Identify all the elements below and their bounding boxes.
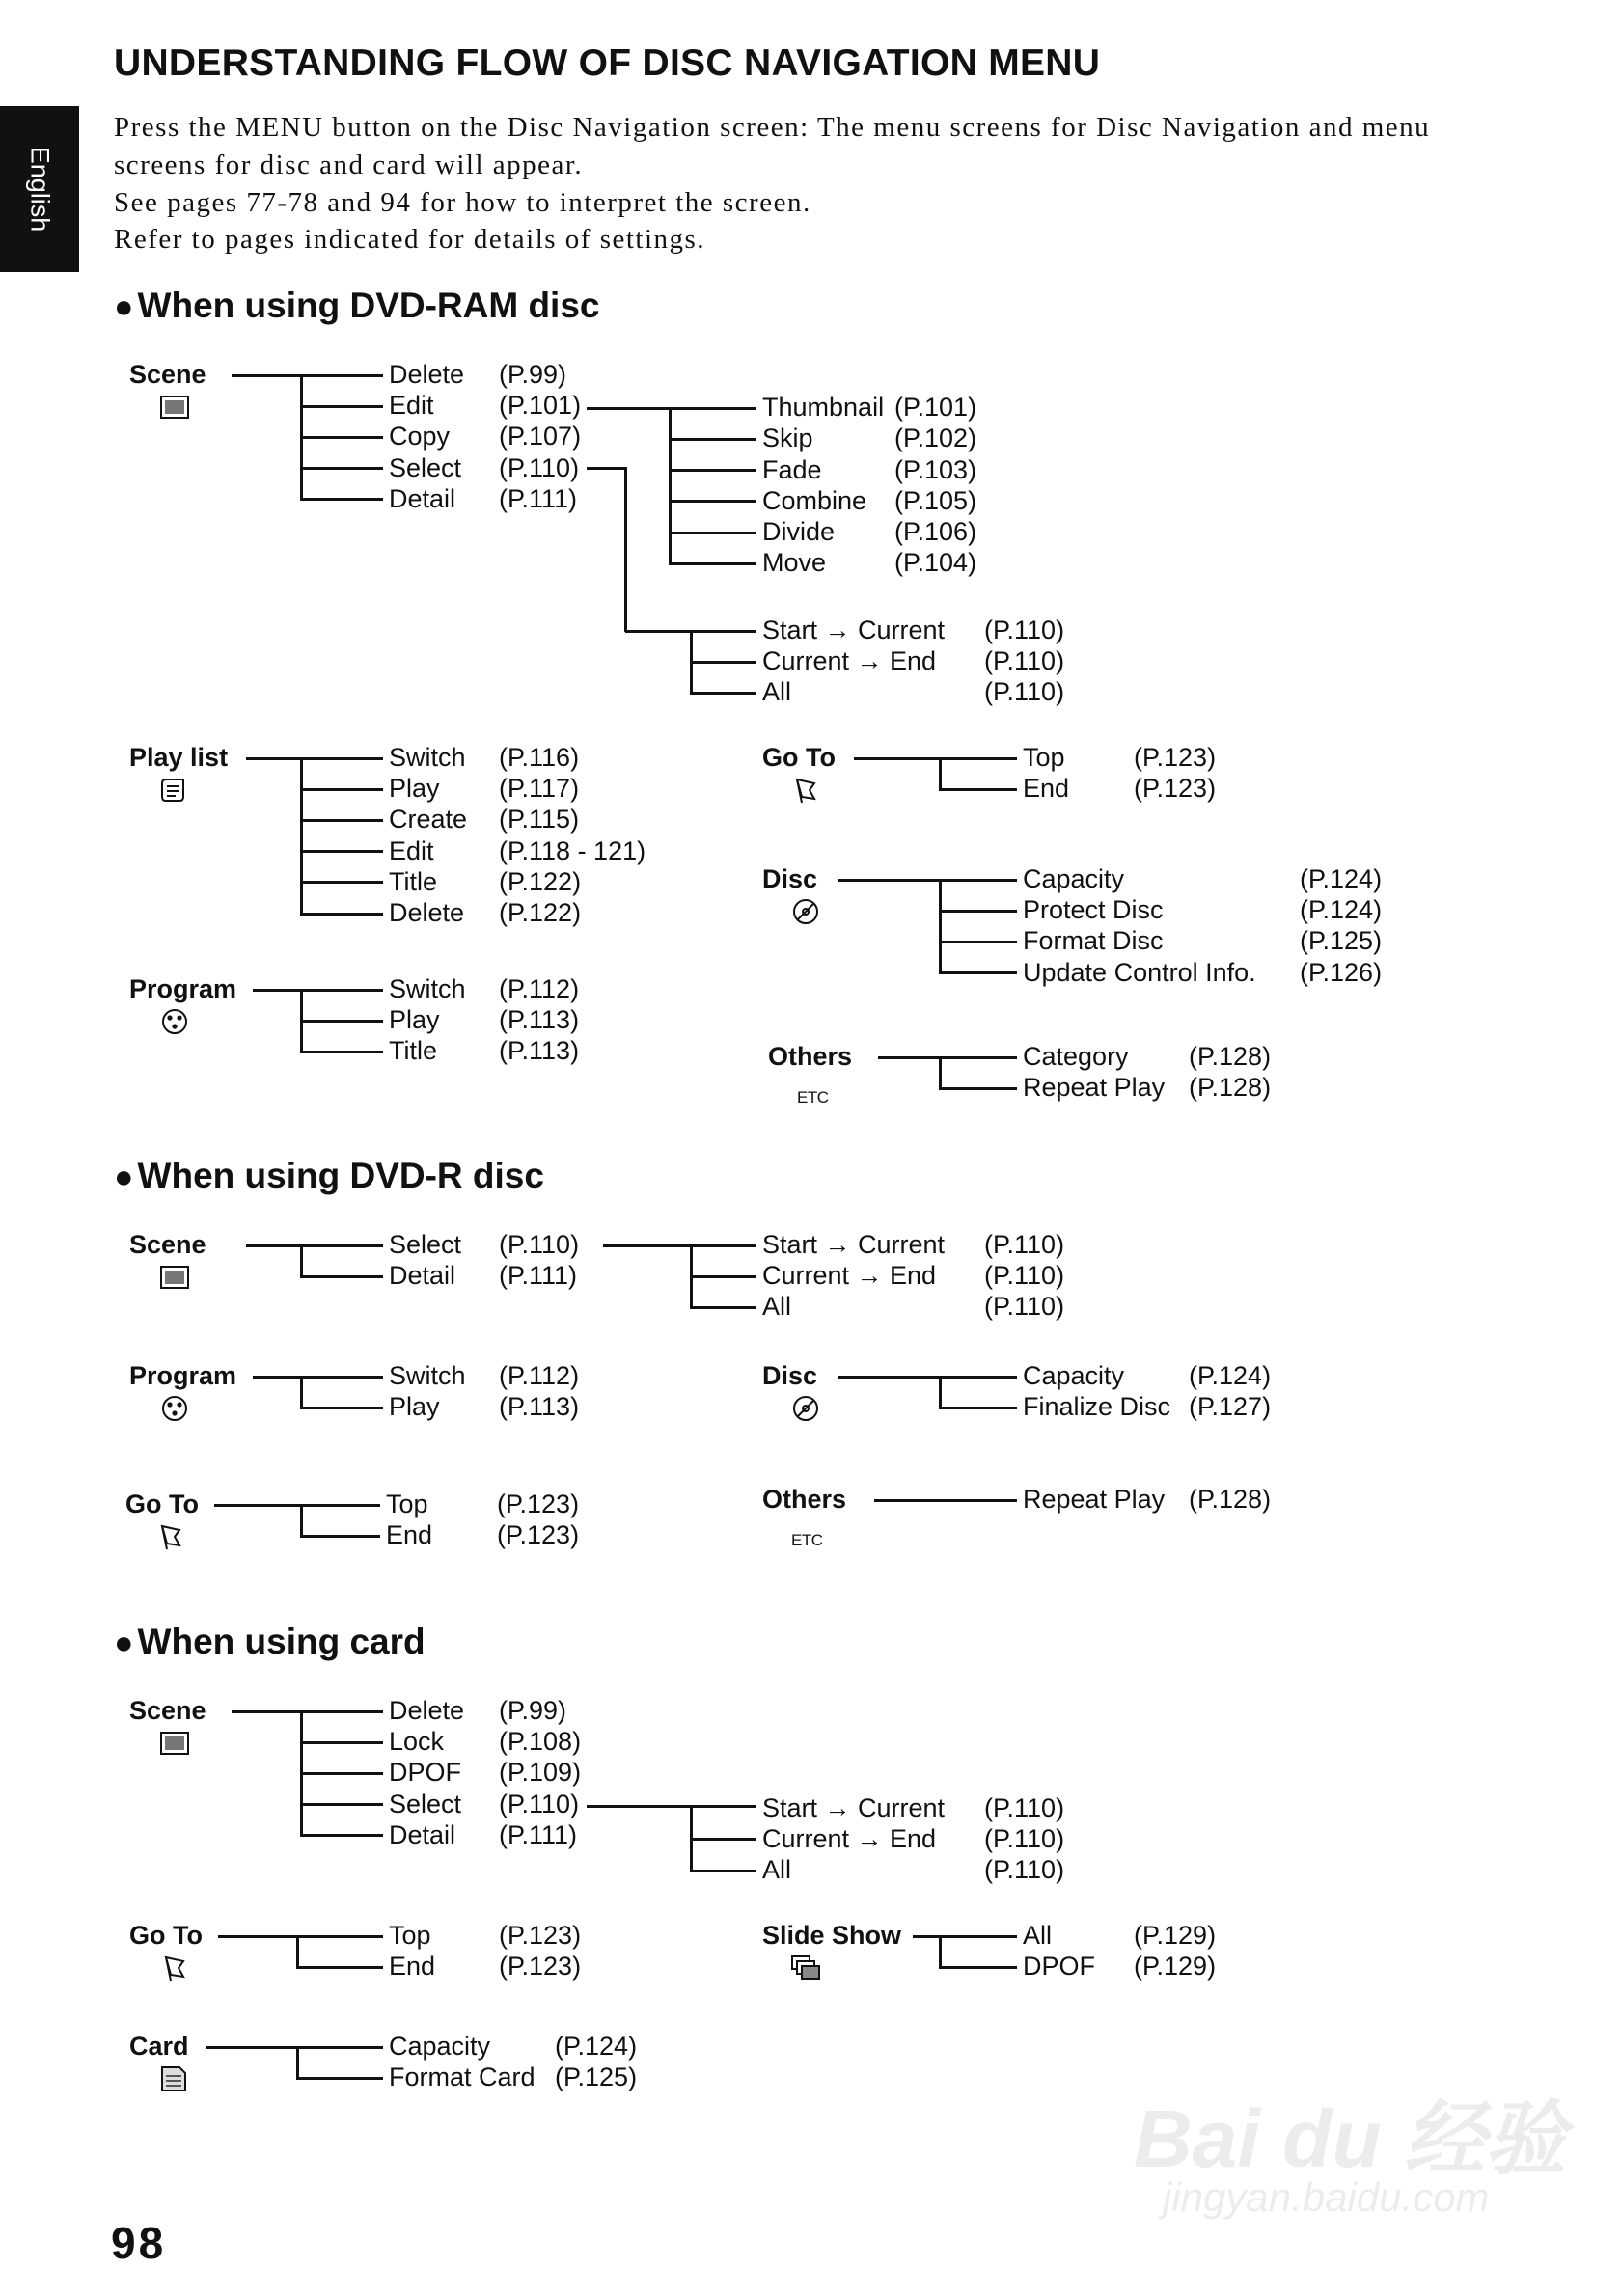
dvdr-select-sub-item-page: (P.110) <box>984 1292 1065 1322</box>
ram-edit-sub-item-page: (P.106) <box>894 517 977 546</box>
dvdr-select-sub-item: Current → End <box>762 1261 937 1291</box>
card-scene-item-page: (P.99) <box>499 1696 567 1725</box>
card-goto-branch-line <box>297 1966 383 1969</box>
ram-goto-item-top: Top <box>1023 743 1065 772</box>
card-slideshow-item-page: (P.129) <box>1134 1921 1217 1950</box>
goto-flag-icon <box>154 1522 187 1551</box>
ram-edit-sub-item: Thumbnail <box>762 393 885 423</box>
ram-scene-stem-line <box>232 374 383 377</box>
ram-select-sub-item: Start → Current <box>762 615 946 644</box>
ram-disc-branch-line <box>940 910 1017 913</box>
ram-playlist-branch-line <box>301 788 383 791</box>
card-select-sub-item: Start → Current <box>762 1792 946 1822</box>
card-icon <box>156 2064 189 2093</box>
card-card-item-page: (P.124) <box>555 2032 638 2061</box>
ram-select-sub-item-page: (P.110) <box>984 677 1065 707</box>
ram-playlist-label: Play list <box>129 743 229 772</box>
dvdr-goto-branch-line <box>301 1535 380 1538</box>
dvdr-disc-item-capacity: Capacity <box>1023 1361 1125 1390</box>
ram-goto-item-end: End <box>1023 774 1070 804</box>
dvdr-disc-item-page: (P.127) <box>1189 1392 1272 1422</box>
ram-others-label: Others <box>768 1042 853 1071</box>
card-select-sub-branch-line <box>691 1870 756 1872</box>
ram-playlist-branch-line <box>301 881 383 884</box>
card-select-sub-item-page: (P.110) <box>984 1792 1065 1822</box>
ram-edit-sub-item: Skip <box>762 424 813 453</box>
card-slideshow-trunk-line <box>939 1935 942 1969</box>
dvdr-select-sub-item-page: (P.110) <box>984 1261 1065 1291</box>
ram-scene-branch-line <box>301 405 383 408</box>
ram-disc-label: Disc <box>762 864 818 893</box>
disc-icon <box>789 897 822 926</box>
dvdr-disc-item-finalize-disc: Finalize Disc <box>1023 1392 1171 1422</box>
dvdr-scene-item-select: Select <box>389 1230 462 1259</box>
card-goto-item-page: (P.123) <box>499 1921 582 1950</box>
ram-program-branch-line <box>301 1020 383 1023</box>
ram-edit-connector-line <box>587 407 756 410</box>
ram-playlist-item-title: Title <box>389 866 438 896</box>
scene-icon <box>158 1729 191 1758</box>
card-select-sub-branch-line <box>691 1838 756 1841</box>
section-heading-card <box>114 1622 426 1662</box>
ram-playlist-item-page: (P.122) <box>499 866 582 896</box>
section-heading-dvd-ram-text: When using DVD-RAM disc <box>137 286 600 325</box>
page-title: UNDERSTANDING FLOW OF DISC NAVIGATION MENU <box>114 42 1101 84</box>
ram-others-branch-line <box>940 1087 1017 1090</box>
dvdr-select-sub-branch-line <box>691 1306 756 1309</box>
dvdr-disc-branch-line <box>940 1407 1017 1409</box>
ram-playlist-item-switch: Switch <box>389 743 466 772</box>
card-slideshow-stem-line <box>913 1935 1017 1938</box>
ram-scene-item-delete: Delete <box>389 360 465 389</box>
ram-scene-item-select: Select <box>389 452 462 482</box>
ram-goto-item-page: (P.123) <box>1134 774 1217 804</box>
ram-others-item-category: Category <box>1023 1042 1129 1071</box>
language-tab-label: English <box>25 146 55 232</box>
dvdr-scene-item-page: (P.110) <box>499 1230 580 1259</box>
ram-edit-sub-item: Divide <box>762 517 836 546</box>
ram-goto-item-page: (P.123) <box>1134 743 1217 772</box>
ram-scene-branch-line <box>301 467 383 470</box>
dvdr-select-connector-line <box>603 1244 756 1247</box>
card-scene-item-page: (P.108) <box>499 1727 582 1757</box>
ram-scene-item-page: (P.99) <box>499 360 567 389</box>
ram-select-sub-item: Current → End <box>762 646 937 676</box>
watermark-site: jingyan.baidu.com <box>1163 2174 1490 2220</box>
ram-goto-trunk-line <box>939 757 942 791</box>
ram-disc-item-capacity: Capacity <box>1023 864 1125 893</box>
card-select-connector-line <box>587 1805 756 1808</box>
playlist-icon <box>158 776 191 805</box>
ram-scene-item-page: (P.107) <box>499 422 582 451</box>
dvdr-goto-item-page: (P.123) <box>497 1520 580 1550</box>
dvdr-select-sub-item: Start → Current <box>762 1230 946 1259</box>
card-goto-stem-line <box>218 1935 383 1938</box>
ram-scene-item-page: (P.111) <box>499 483 578 513</box>
ram-edit-sub-item-page: (P.105) <box>894 485 977 515</box>
section-heading-dvd-r-text: When using DVD-R disc <box>137 1156 544 1195</box>
dvdr-others-label: Others <box>762 1485 847 1514</box>
ram-program-item-title: Title <box>389 1036 438 1066</box>
ram-edit-sub-item-page: (P.102) <box>894 424 977 453</box>
goto-flag-icon <box>158 1954 191 1982</box>
card-card-item-capacity: Capacity <box>389 2032 491 2061</box>
ram-others-trunk-line <box>939 1056 942 1090</box>
card-slideshow-item-all: All <box>1023 1921 1053 1950</box>
dvdr-scene-branch-line <box>301 1275 383 1278</box>
ram-program-item-page: (P.113) <box>499 1036 580 1066</box>
intro-line-4: Refer to pages indicated for details of settings. <box>114 224 706 255</box>
card-scene-branch-line <box>301 1772 383 1775</box>
card-scene-branch-line <box>301 1741 383 1744</box>
ram-scene-item-edit: Edit <box>389 391 434 421</box>
ram-select-sub-branch-line <box>691 661 756 664</box>
card-slideshow-item-page: (P.129) <box>1134 1952 1217 1982</box>
ram-scene-item-page: (P.101) <box>499 391 582 421</box>
program-icon <box>158 1394 191 1423</box>
dvdr-program-stem-line <box>253 1376 383 1379</box>
card-card-branch-line <box>297 2077 383 2080</box>
intro-line-1: Press the MENU button on the Disc Navigation screen: The menu screens for Disc Navigation and menu <box>114 112 1431 143</box>
dvdr-scene-item-detail: Detail <box>389 1261 456 1291</box>
ram-program-item-page: (P.113) <box>499 1005 580 1035</box>
card-card-item-page: (P.125) <box>555 2063 638 2092</box>
ram-playlist-branch-line <box>301 850 383 853</box>
dvdr-select-sub-item-page: (P.110) <box>984 1230 1065 1259</box>
etc-icon: ETC <box>791 1531 823 1549</box>
card-goto-item-end: End <box>389 1952 436 1982</box>
dvdr-scene-stem-line <box>246 1244 383 1247</box>
ram-scene-item-detail: Detail <box>389 483 456 513</box>
dvdr-scene-label: Scene <box>129 1230 206 1259</box>
ram-edit-sub-item: Move <box>762 548 827 578</box>
ram-edit-sub-branch-line <box>670 562 756 565</box>
ram-disc-item-page: (P.124) <box>1300 895 1383 925</box>
ram-select-drop-line <box>624 467 627 632</box>
language-tab <box>0 106 79 272</box>
ram-playlist-item-delete: Delete <box>389 898 465 927</box>
card-select-sub-item: Current → End <box>762 1823 937 1853</box>
ram-playlist-trunk-line <box>300 757 303 916</box>
intro-line-2: screens for disc and card will appear. <box>114 150 584 180</box>
card-scene-label: Scene <box>129 1696 206 1725</box>
dvdr-program-item-page: (P.112) <box>499 1361 580 1390</box>
ram-select-bridge-line <box>625 630 691 633</box>
ram-select-sub-item-page: (P.110) <box>984 615 1065 644</box>
dvdr-goto-item-page: (P.123) <box>497 1490 580 1518</box>
etc-icon: ETC <box>797 1088 829 1107</box>
ram-edit-sub-trunk-line <box>669 407 672 565</box>
ram-others-item-page: (P.128) <box>1189 1073 1272 1103</box>
ram-scene-branch-line <box>301 498 383 501</box>
dvdr-program-branch-line <box>301 1407 383 1409</box>
card-slideshow-item-dpof: DPOF <box>1023 1952 1096 1982</box>
ram-select-sub-item: All <box>762 677 792 707</box>
card-scene-item-page: (P.111) <box>499 1819 578 1849</box>
ram-playlist-branch-line <box>301 913 383 916</box>
ram-edit-sub-branch-line <box>670 500 756 503</box>
dvdr-disc-trunk-line <box>939 1376 942 1409</box>
dvdr-program-label: Program <box>129 1361 237 1390</box>
ram-disc-item-update-control-info-: Update Control Info. <box>1023 957 1256 987</box>
ram-disc-branch-line <box>940 941 1017 943</box>
ram-program-item-switch: Switch <box>389 974 466 1003</box>
card-scene-branch-line <box>301 1803 383 1806</box>
watermark-brand: Bai du 经验 <box>1134 2093 1567 2184</box>
card-card-stem-line <box>206 2046 383 2049</box>
ram-disc-item-page: (P.124) <box>1300 864 1383 893</box>
ram-disc-stem-line <box>838 879 1017 882</box>
card-scene-branch-line <box>301 1834 383 1837</box>
ram-playlist-stem-line <box>246 757 383 760</box>
ram-program-stem-line <box>253 989 383 992</box>
ram-playlist-item-page: (P.116) <box>499 743 580 772</box>
bullet-icon: ● <box>114 1625 134 1661</box>
dvdr-others-item-repeat-play: Repeat Play <box>1023 1485 1166 1514</box>
ram-scene-label: Scene <box>129 360 206 389</box>
section-heading-dvd-ram <box>114 286 600 326</box>
ram-disc-branch-line <box>940 971 1017 974</box>
baidu-watermark <box>1134 2074 1567 2220</box>
card-scene-stem-line <box>232 1710 383 1713</box>
dvdr-goto-item-end: End <box>386 1520 433 1550</box>
ram-select-sub-item-page: (P.110) <box>984 646 1065 676</box>
dvdr-others-stem-line <box>874 1499 1017 1502</box>
goto-flag-icon <box>789 776 822 805</box>
card-goto-trunk-line <box>296 1935 299 1969</box>
ram-goto-branch-line <box>940 788 1017 791</box>
card-card-label: Card <box>129 2032 189 2061</box>
ram-others-stem-line <box>878 1056 1017 1059</box>
card-slideshow-label: Slide Show <box>762 1921 902 1950</box>
ram-goto-stem-line <box>854 757 1017 760</box>
bullet-icon: ● <box>114 288 134 325</box>
ram-playlist-item-page: (P.118 - 121) <box>499 835 646 865</box>
ram-disc-item-protect-disc: Protect Disc <box>1023 895 1164 925</box>
ram-program-item-play: Play <box>389 1005 440 1035</box>
ram-playlist-item-play: Play <box>389 774 440 804</box>
ram-select-sub-branch-line <box>691 692 756 695</box>
dvdr-program-item-switch: Switch <box>389 1361 466 1390</box>
card-slideshow-branch-line <box>940 1966 1017 1969</box>
card-scene-item-page: (P.109) <box>499 1758 582 1788</box>
card-select-sub-item-page: (P.110) <box>984 1823 1065 1853</box>
scene-icon <box>158 393 191 422</box>
ram-program-label: Program <box>129 974 237 1003</box>
dvdr-disc-stem-line <box>838 1376 1017 1379</box>
ram-edit-sub-branch-line <box>670 532 756 534</box>
ram-edit-sub-item-page: (P.103) <box>894 454 977 484</box>
dvdr-program-trunk-line <box>300 1376 303 1409</box>
intro-line-3: See pages 77-78 and 94 for how to interpret the screen. <box>114 187 811 218</box>
ram-playlist-item-page: (P.117) <box>499 774 580 804</box>
program-icon <box>158 1007 191 1036</box>
card-card-trunk-line <box>296 2046 299 2080</box>
slideshow-icon <box>789 1954 822 1982</box>
dvdr-scene-trunk-line <box>300 1244 303 1278</box>
section-heading-dvd-r <box>114 1156 544 1196</box>
ram-scene-branch-line <box>301 436 383 439</box>
card-scene-item-lock: Lock <box>389 1727 445 1757</box>
ram-playlist-item-page: (P.115) <box>499 805 580 834</box>
ram-select-connector-line <box>587 467 625 470</box>
dvdr-others-item-page: (P.128) <box>1189 1485 1272 1514</box>
card-scene-item-detail: Detail <box>389 1819 456 1849</box>
dvdr-select-sub-item: All <box>762 1292 792 1322</box>
dvdr-select-sub-branch-line <box>691 1275 756 1278</box>
card-goto-item-top: Top <box>389 1921 431 1950</box>
ram-others-item-repeat-play: Repeat Play <box>1023 1073 1166 1103</box>
ram-disc-item-format-disc: Format Disc <box>1023 926 1164 956</box>
ram-disc-trunk-line <box>939 879 942 975</box>
ram-edit-sub-item: Fade <box>762 454 822 484</box>
card-scene-item-delete: Delete <box>389 1696 465 1725</box>
page-number: 98 <box>111 2218 167 2268</box>
ram-program-branch-line <box>301 1051 383 1053</box>
dvdr-goto-stem-line <box>214 1504 380 1507</box>
dvdr-disc-item-page: (P.124) <box>1189 1361 1272 1390</box>
ram-edit-sub-branch-line <box>670 469 756 472</box>
dvdr-program-item-page: (P.113) <box>499 1392 580 1422</box>
dvdr-program-item-play: Play <box>389 1392 440 1422</box>
card-goto-label: Go To <box>129 1921 203 1950</box>
ram-others-item-page: (P.128) <box>1189 1042 1272 1071</box>
ram-edit-sub-branch-line <box>670 438 756 441</box>
dvdr-goto-label: Go To <box>125 1490 199 1518</box>
ram-playlist-branch-line <box>301 819 383 822</box>
ram-disc-item-page: (P.126) <box>1300 957 1383 987</box>
ram-playlist-item-edit: Edit <box>389 835 434 865</box>
section-heading-card-text: When using card <box>137 1622 426 1661</box>
ram-select-first-branch-line <box>691 630 756 633</box>
dvdr-goto-item-top: Top <box>386 1490 428 1518</box>
dvdr-disc-label: Disc <box>762 1361 818 1390</box>
ram-edit-sub-item: Combine <box>762 485 867 515</box>
card-goto-item-page: (P.123) <box>499 1952 582 1982</box>
scene-icon <box>158 1263 191 1292</box>
ram-program-item-page: (P.112) <box>499 974 580 1003</box>
ram-scene-item-copy: Copy <box>389 422 451 451</box>
dvdr-scene-item-page: (P.111) <box>499 1261 578 1291</box>
ram-playlist-item-create: Create <box>389 805 468 834</box>
ram-playlist-item-page: (P.122) <box>499 898 582 927</box>
card-scene-item-page: (P.110) <box>499 1789 580 1818</box>
disc-icon <box>789 1394 822 1423</box>
ram-edit-sub-item-page: (P.101) <box>894 393 977 423</box>
card-card-item-format-card: Format Card <box>389 2063 536 2092</box>
card-select-sub-item: All <box>762 1855 792 1884</box>
bullet-icon: ● <box>114 1159 134 1195</box>
ram-goto-label: Go To <box>762 743 836 772</box>
ram-disc-item-page: (P.125) <box>1300 926 1383 956</box>
ram-scene-item-page: (P.110) <box>499 452 580 482</box>
ram-edit-sub-item-page: (P.104) <box>894 548 977 578</box>
dvdr-goto-trunk-line <box>300 1504 303 1538</box>
card-scene-item-dpof: DPOF <box>389 1758 462 1788</box>
card-scene-item-select: Select <box>389 1789 462 1818</box>
card-select-sub-item-page: (P.110) <box>984 1855 1065 1884</box>
